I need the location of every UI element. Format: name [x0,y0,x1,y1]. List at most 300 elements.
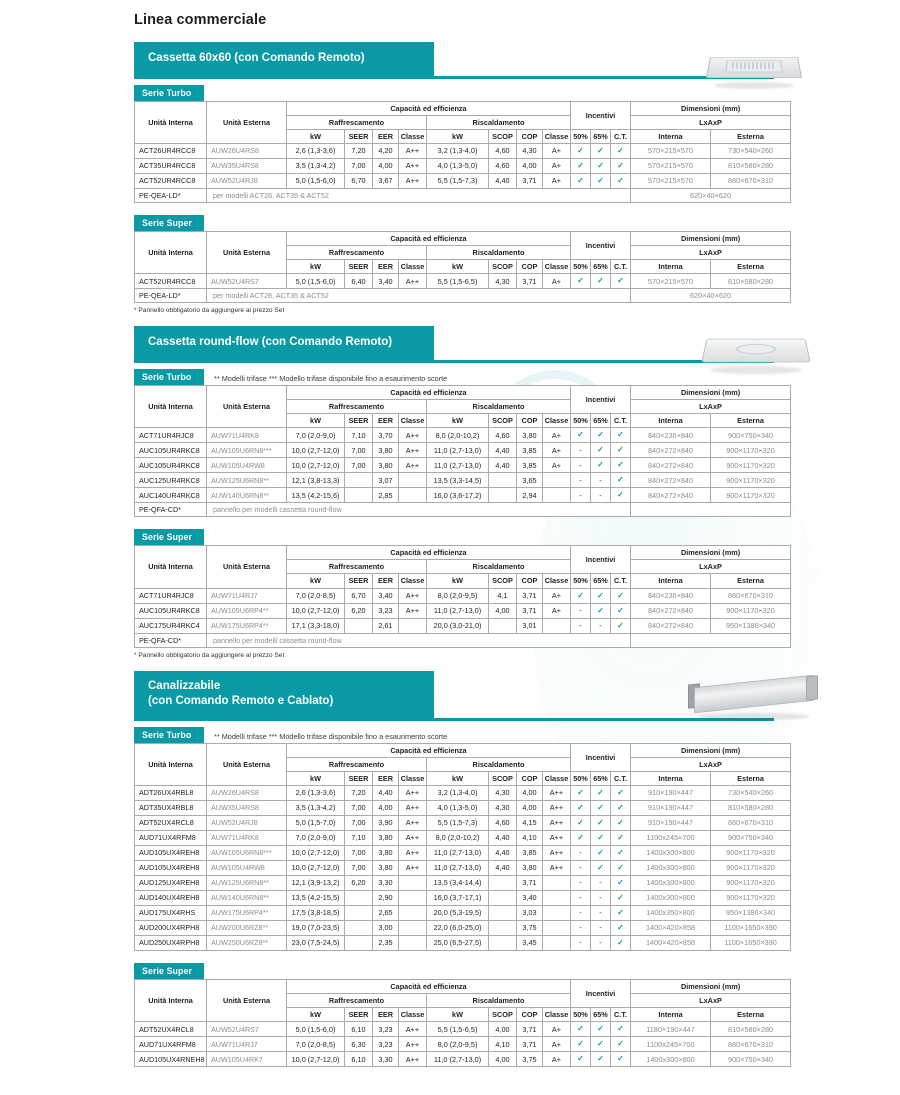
table-cell: 22,0 (6,0-25,0) [427,920,489,935]
table-cell: 12,1 (3,9-13,2) [287,875,345,890]
table-cell: ACT52UR4RCC8 [135,274,207,289]
check-icon: ✓ [577,832,584,842]
table-cell: AUW105U6RN8*** [207,845,287,860]
table-cell: 6,10 [345,1022,373,1037]
serie-row [134,529,774,545]
table-cell: 3,71 [517,588,543,603]
table-cell: 4,60 [489,158,517,173]
table-cell [571,875,591,890]
header-cop: COP [517,574,543,588]
table-cell: 3,71 [517,875,543,890]
table-cell [571,860,591,875]
table-cell: 900×1170×320 [711,443,791,458]
table-cell: 810×580×280 [711,158,791,173]
check-icon: ✓ [617,430,624,440]
check-icon: ✓ [597,862,604,872]
table-cell [571,1022,591,1037]
table-cell: AUW200U6RZ8** [207,920,287,935]
table-cell: 840×272×840 [631,458,711,473]
header-capacita: Capacità ed efficienza [287,546,571,560]
header-eer: EER [373,1008,399,1022]
dash-mark: - [579,490,582,500]
table-cell: 1400x300×800 [631,845,711,860]
check-icon: ✓ [617,145,624,155]
header-unita-interna: Unità Interna [135,979,207,1021]
table-cell: 860×670×310 [711,588,791,603]
header-unita-interna: Unità Interna [135,231,207,273]
block-spacer [0,521,900,529]
table-cell [571,920,591,935]
table-cell: 1400x300×800 [631,890,711,905]
table-cell: 910×190×447 [631,800,711,815]
header-interna: Interna [631,414,711,428]
header-dimensioni: Dimensioni (mm) [631,979,791,993]
table-cell: A++ [399,860,427,875]
header-incentivo-ct: C.T. [611,771,631,785]
table-cell [571,815,591,830]
check-icon: ✓ [617,1024,624,1034]
table-cell [399,618,427,633]
serie-label: Serie Turbo [134,369,204,385]
table-cell: 4,00 [517,158,543,173]
table-cell: ADT52UX4RCL8 [135,1022,207,1037]
dash-mark: - [579,923,582,933]
icon-part-shadow [698,713,810,720]
table-cell: 3,23 [373,603,399,618]
table-row [135,1052,791,1067]
check-icon: ✓ [597,460,604,470]
table-cell: 7,0 (2,0-9,0) [287,428,345,443]
table-cell: 3,70 [373,428,399,443]
table-cell: 1400×420×858 [631,935,711,950]
header-classe-raffrescamento: Classe [399,129,427,143]
table-cell: 7,0 (2,0-8,5) [287,1037,345,1052]
table-row [135,458,791,473]
table-cell [591,845,611,860]
table-cell: 4,0 (1,3-5,0) [427,158,489,173]
dash-mark: - [579,848,582,858]
table-cell: 900×750×340 [711,1052,791,1067]
table-cell: AUD125UX4REH8 [135,875,207,890]
check-icon: ✓ [617,160,624,170]
table-cell [591,618,611,633]
header-eer: EER [373,260,399,274]
dash-mark: - [599,938,602,948]
table-cell [543,920,571,935]
table-cell: 7,00 [345,800,373,815]
header-unita-esterna: Unità Esterna [207,743,287,785]
dash-mark: - [579,893,582,903]
table-cell [399,905,427,920]
table-cell: 900×750×340 [711,830,791,845]
header-incentivo-65: 65% [591,574,611,588]
table-cell: 1400x300×800 [631,1052,711,1067]
icon-part-end2 [806,675,818,700]
table-cell [571,618,591,633]
table-cell: 840×236×840 [631,428,711,443]
table-cell: 6,20 [345,603,373,618]
table-cell [591,588,611,603]
table-row [135,905,791,920]
table-block [134,85,774,203]
table-cell [345,935,373,950]
table-cell [345,473,373,488]
table-cell [611,588,631,603]
table-cell [591,875,611,890]
header-incentivi: Incentivi [571,231,631,259]
table-row [135,815,791,830]
table-cell: 3,80 [517,428,543,443]
header-kw-raffrescamento: kW [287,1008,345,1022]
header-scop: SCOP [489,414,517,428]
table-cell: 3,65 [517,473,543,488]
dash-mark: - [579,606,582,615]
table-cell: A++ [543,800,571,815]
table-cell: A++ [399,458,427,473]
header-raffrescamento: Raffrescamento [287,757,427,771]
check-icon: ✓ [617,490,624,500]
table-cell: AUC105UR4RKC8 [135,458,207,473]
table-cell: AUW71U4RJ7 [207,588,287,603]
table-cell: AUD250UX4RPH8 [135,935,207,950]
table-cell [611,488,631,503]
table-cell: 7,0 (2,0-8,5) [287,588,345,603]
table-cell: 840×272×840 [631,488,711,503]
table-cell [591,274,611,289]
table-cell [399,920,427,935]
serie-row [134,85,774,101]
table-cell [611,618,631,633]
table-cell [611,143,631,158]
table-cell [591,158,611,173]
table-cell: per modelli ACT26, ACT35 & ACT52 [207,289,631,303]
check-icon: ✓ [617,877,624,887]
table-cell: 3,23 [373,1037,399,1052]
table-cell: 4,60 [489,428,517,443]
table-block [134,963,774,1067]
table-block [134,369,774,517]
table-cell [489,618,517,633]
table-cell [611,845,631,860]
check-icon: ✓ [597,847,604,857]
header-incentivo-50: 50% [571,574,591,588]
table-cell [591,488,611,503]
table-cell: 840×272×840 [631,473,711,488]
check-icon: ✓ [617,475,624,485]
table-cell: 900×1170×320 [711,603,791,618]
table-cell [611,800,631,815]
table-row [135,860,791,875]
table-cell [591,1022,611,1037]
header-interna: Interna [631,574,711,588]
table-cell: 7,0 (2,0-9,0) [287,830,345,845]
table-cell [591,800,611,815]
serie-label: Serie Super [134,215,204,231]
serie-row [134,215,774,231]
section-title: Canalizzabile [148,679,221,692]
section-subtitle: (con Comando Remoto e Cablato) [148,695,334,708]
table-cell [591,143,611,158]
table-cell: PE-QFA-CD* [135,633,207,647]
check-icon: ✓ [577,590,584,600]
header-lxaxp: LxAxP [631,994,791,1008]
table-cell: 8,0 (2,0-9,5) [427,1037,489,1052]
header-incentivo-65: 65% [591,414,611,428]
table-cell [591,458,611,473]
check-icon: ✓ [617,590,624,600]
check-icon: ✓ [597,160,604,170]
dash-mark: - [579,475,582,485]
table-cell: A+ [543,588,571,603]
header-classe-riscaldamento: Classe [543,414,571,428]
check-icon: ✓ [617,620,624,630]
header-incentivi: Incentivi [571,101,631,129]
header-esterna: Esterna [711,129,791,143]
table-cell: 7,00 [345,158,373,173]
serie-label: Serie Super [134,963,204,979]
table-cell: 4,1 [489,588,517,603]
table-cell: 4,00 [373,158,399,173]
table-cell: A++ [399,800,427,815]
table-cell: AUW52U4RJ8 [207,815,287,830]
table-cell: 5,5 (1,5-7,3) [427,173,489,188]
table-cell: 3,80 [373,830,399,845]
header-seer: SEER [345,129,373,143]
check-icon: ✓ [597,145,604,155]
table-cell: AUW52U4RS7 [207,274,287,289]
table-cell: 910×190×447 [631,815,711,830]
header-lxaxp: LxAxP [631,115,791,129]
dash-mark: - [579,938,582,948]
header-lxaxp: LxAxP [631,560,791,574]
check-icon: ✓ [617,802,624,812]
table-cell: AUW71U4RK8 [207,830,287,845]
table-cell [591,815,611,830]
header-esterna: Esterna [711,414,791,428]
table-cell: 4,60 [489,143,517,158]
table-cell [591,173,611,188]
table-cell: 13,5 (4,2-15,5) [287,890,345,905]
table-cell [591,603,611,618]
header-scop: SCOP [489,260,517,274]
table-cell: 4,15 [517,815,543,830]
table-cell: 1180×190×447 [631,1022,711,1037]
table-cell: AUW105U6RP4** [207,603,287,618]
table-cell [611,890,631,905]
table-cell [489,875,517,890]
table-cell: 840×236×840 [631,588,711,603]
header-capacita: Capacità ed efficienza [287,231,571,245]
check-icon: ✓ [597,175,604,185]
table-cell: 570×215×570 [631,158,711,173]
serie-label: Serie Turbo [134,727,204,743]
check-icon: ✓ [617,817,624,827]
table-cell: ACT71UR4RJC8 [135,588,207,603]
table-cell: 3,85 [517,443,543,458]
table-cell [399,890,427,905]
table-cell [543,473,571,488]
dash-mark: - [599,490,602,500]
table-cell: 7,00 [345,458,373,473]
table-cell: 7,00 [345,815,373,830]
header-incentivo-ct: C.T. [611,260,631,274]
table-cell: 2,94 [517,488,543,503]
table-row-panel [135,633,791,647]
header-riscaldamento: Riscaldamento [427,246,571,260]
table-cell: A+ [543,1037,571,1052]
table-cell: AUW140U6RN8** [207,890,287,905]
table-cell: A++ [399,1037,427,1052]
header-unita-interna: Unità Interna [135,743,207,785]
table-cell [611,920,631,935]
table-row-panel [135,188,791,202]
dash-mark: - [599,908,602,918]
table-cell: 11,0 (2,7-13,0) [427,1052,489,1067]
header-seer: SEER [345,260,373,274]
header-unita-interna: Unità Interna [135,101,207,143]
table-cell: A+ [543,428,571,443]
table-cell: 11,0 (2,7-13,0) [427,443,489,458]
header-classe-riscaldamento: Classe [543,129,571,143]
section-header-cassetta-60x60 [134,42,434,76]
table-cell: AUD105UX4REH8 [135,845,207,860]
dash-mark: - [579,863,582,873]
check-icon: ✓ [617,1039,624,1049]
header-seer: SEER [345,574,373,588]
table-cell [611,173,631,188]
table-cell: 17,5 (3,8-18,5) [287,905,345,920]
section-spacer [0,1071,900,1085]
table-cell: A+ [543,603,571,618]
table-cell: 3,71 [517,173,543,188]
header-riscaldamento: Riscaldamento [427,115,571,129]
header-incentivo-50: 50% [571,414,591,428]
table-cell: 900×750×340 [711,428,791,443]
header-kw-riscaldamento: kW [427,414,489,428]
table-row [135,845,791,860]
header-capacita: Capacità ed efficienza [287,743,571,757]
header-kw-raffrescamento: kW [287,574,345,588]
header-raffrescamento: Raffrescamento [287,560,427,574]
check-icon: ✓ [617,832,624,842]
header-incentivo-50: 50% [571,260,591,274]
table-cell: 3,07 [373,473,399,488]
table-row [135,920,791,935]
header-incentivo-ct: C.T. [611,129,631,143]
header-raffrescamento: Raffrescamento [287,246,427,260]
table-block [134,529,774,647]
header-unita-esterna: Unità Esterna [207,546,287,588]
table-cell: 810×580×280 [711,1022,791,1037]
header-riscaldamento: Riscaldamento [427,400,571,414]
spec-table [134,385,791,517]
table-cell: 3,03 [517,905,543,920]
table-cell: 4,30 [489,274,517,289]
header-incentivo-50: 50% [571,129,591,143]
table-cell: AUW125U6RN8** [207,875,287,890]
table-cell: A++ [399,588,427,603]
header-incentivi: Incentivi [571,546,631,574]
table-cell: 900×1170×320 [711,473,791,488]
header-eer: EER [373,129,399,143]
dash-mark: - [599,621,602,630]
table-cell: ADT26UX4RBL8 [135,785,207,800]
table-cell: A++ [399,815,427,830]
icon-part-grill [732,62,777,69]
table-cell: AUC140UR4RKC8 [135,488,207,503]
table-cell: 900×1170×320 [711,890,791,905]
table-cell [571,1052,591,1067]
table-cell: 3,5 (1,3-4,2) [287,800,345,815]
table-cell: 8,0 (2,0-10,2) [427,428,489,443]
section-canalizzabile [0,671,900,721]
table-cell: 6,30 [345,1037,373,1052]
cassette-60x60-icon [680,38,828,100]
table-cell [591,1037,611,1052]
table-cell: A++ [543,815,571,830]
table-cell: 8,0 (2,0-9,5) [427,588,489,603]
table-cell: AUW52U4RS7 [207,1022,287,1037]
header-unita-interna: Unità Interna [135,546,207,588]
table-cell [611,935,631,950]
header-interna: Interna [631,771,711,785]
table-cell: A++ [399,785,427,800]
dash-mark: - [599,893,602,903]
check-icon: ✓ [577,787,584,797]
table-cell: 3,40 [373,274,399,289]
serie-row [134,727,774,743]
check-icon: ✓ [577,1024,584,1034]
table-row [135,935,791,950]
table-cell: 3,30 [373,1052,399,1067]
header-incentivo-ct: C.T. [611,414,631,428]
check-icon: ✓ [617,892,624,902]
table-cell: 4,00 [517,800,543,815]
table-cell: 8,0 (2,0-10,2) [427,830,489,845]
table-cell: 3,75 [517,920,543,935]
table-cell: A++ [399,443,427,458]
table-cell: 3,71 [517,1022,543,1037]
table-cell: AUW105U4RW8 [207,860,287,875]
header-kw-riscaldamento: kW [427,771,489,785]
table-cell [591,785,611,800]
header-seer: SEER [345,771,373,785]
table-cell: 7,20 [345,143,373,158]
table-row-panel [135,289,791,303]
table-cell [399,488,427,503]
check-icon: ✓ [617,937,624,947]
icon-part-shadow [710,366,802,374]
table-cell: 7,10 [345,830,373,845]
table-cell: 6,20 [345,875,373,890]
section-underline [134,76,774,79]
table-cell: 4,20 [373,143,399,158]
table-cell [591,830,611,845]
table-cell [399,935,427,950]
table-cell [571,588,591,603]
section-cassetta-round-flow [0,326,900,363]
table-row [135,1022,791,1037]
table-cell: 3,75 [517,1052,543,1067]
table-cell [571,890,591,905]
table-cell: 4,60 [489,815,517,830]
table-cell [489,935,517,950]
table-cell: 1400x300×800 [631,875,711,890]
table-cell: AUW35U4RS8 [207,158,287,173]
table-cell: 1400x350×800 [631,905,711,920]
table-cell: 11,0 (2,7-13,0) [427,458,489,473]
header-incentivo-65: 65% [591,1008,611,1022]
